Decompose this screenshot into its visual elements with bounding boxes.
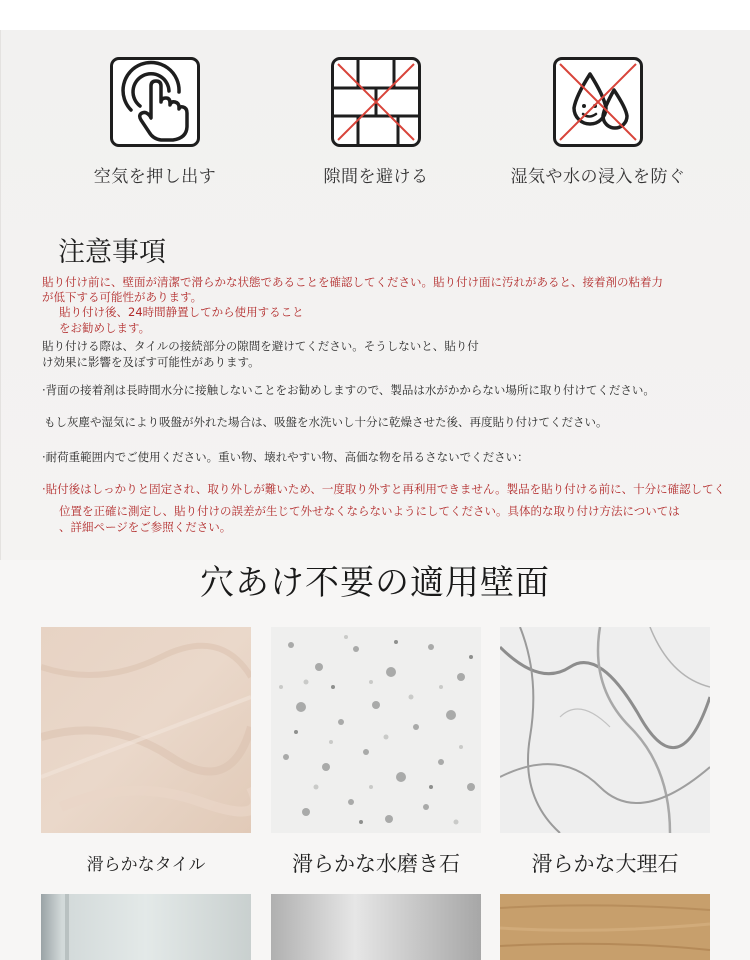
tile-gap-crossed-icon [331,57,421,147]
wood-swatch [500,894,710,960]
smooth-tile-swatch [41,627,251,833]
feature-avoid-gaps [276,57,476,187]
feature-block-moisture [498,57,698,187]
smooth-marble-swatch [500,627,710,833]
water-drop-crossed-icon [553,57,643,147]
note-line: ·耐荷重範囲内でご使用ください。重い物、壊れやすい物、高価な物を吊るさないでください： [42,450,529,464]
note-line: もし灰塵や湿気により吸盤が外れた場合は、吸盤を水洗いし十分に乾燥させた後、再度貼り付けてください。 [44,415,608,429]
note-line: ·背面の接着剤は長時間水分に接触しないことをお勧めしますので、製品は水がかからない場所に取り付けてください。 [42,383,655,397]
feature-air-push [55,57,255,187]
note-line: 貼り付け後、24時間静置してから使用すること [59,305,304,319]
glass-swatch [41,894,251,960]
touch-press-icon [110,57,200,147]
feature-label: 隙間を避ける [323,167,429,187]
note-line: け効果に影響を及ぼす可能性があります。 [42,355,260,369]
feature-label: 湿気や水の浸入を防ぐ [510,167,686,187]
note-line: 、詳細ページをご参照ください。 [59,520,232,534]
stainless-steel-swatch [271,894,481,960]
surface-label: 滑らかな大理石 [531,852,679,876]
surface-label: 滑らかなタイル [86,855,206,875]
note-line: をお勧めします。 [59,321,151,335]
surface-label: 滑らかな水磨き石 [292,852,460,876]
notes-title: 注意事項 [58,237,166,268]
surfaces-section-title: 穴あけ不要の適用壁面 [200,563,550,603]
note-line: 貼り付ける際は、タイルの接続部分の隙間を避けてください。そうしないと、貼り付 [42,339,479,353]
note-line: ·貼付後はしっかりと固定され、取り外しが難いため、一度取り外すと再利用できません。製品を貼り付ける前に、十分に確認してく [42,482,726,496]
note-line: 位置を正確に測定し、貼り付けの誤差が生じて外せなくならないようにしてください。具体的な取り付け方法については [59,504,680,518]
top-white-band [0,0,750,30]
note-line: が低下する可能性があります。 [42,290,203,304]
smooth-terrazzo-swatch [271,627,481,833]
note-line: 貼り付け前に、壁面が清潔で滑らかな状態であることを確認してください。貼り付け面に汚れがあると、接着剤の粘着力 [42,275,663,289]
feature-label: 空気を押し出す [93,167,217,187]
